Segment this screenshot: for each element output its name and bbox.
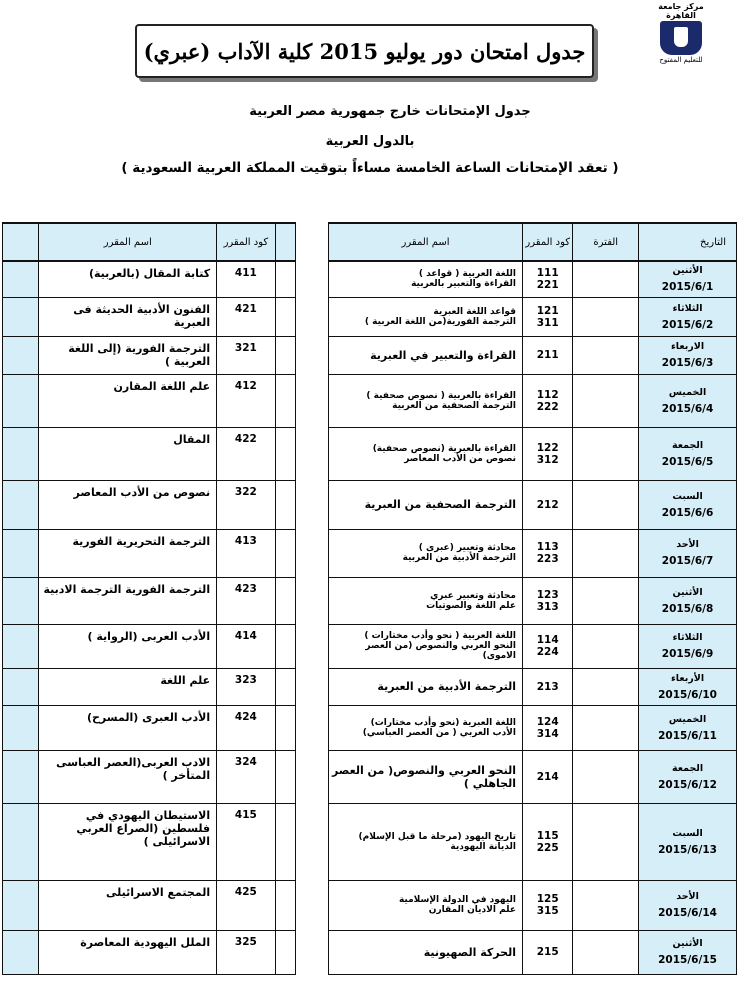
header-course: اسم المقرر [329, 223, 523, 261]
blank-cell [275, 577, 295, 624]
course-name-cell [39, 880, 217, 930]
spacer-cell [295, 480, 328, 529]
table-row [3, 750, 737, 803]
date-cell [639, 705, 737, 750]
course-code-cell [217, 803, 276, 880]
table-row [3, 297, 737, 336]
exam-date: 2015/6/15 [658, 954, 717, 966]
exam-date: 2015/6/2 [661, 318, 714, 331]
course-name-cell [329, 529, 523, 577]
course-name: النحو العربي والنصوص (من العصر الاموى) [365, 641, 516, 661]
course-code-cell [217, 705, 276, 750]
blank-cell [275, 668, 295, 705]
course-code-cell [217, 427, 276, 480]
page-title: جدول امتحان دور يوليو 2015 كلية الآداب (عبري) [135, 24, 594, 78]
course-code-cell [522, 880, 572, 930]
course-code: 421 [234, 302, 257, 315]
course-name-cell [39, 529, 217, 577]
course-code: 315 [536, 905, 559, 917]
course-name: علم اللغة والصوتيات [426, 600, 516, 611]
course-name: قواعد اللغة العبرية [433, 306, 516, 317]
spacer-cell [295, 374, 328, 427]
blank-cell [275, 336, 295, 374]
course-name-cell [329, 297, 523, 336]
course-name-cell [39, 577, 217, 624]
course-code-cell [522, 336, 572, 374]
course-code: 121 [536, 304, 559, 317]
exam-date: 2015/6/1 [661, 281, 714, 294]
course-code: 223 [536, 553, 559, 565]
course-code-cell [522, 705, 572, 750]
period-cell [573, 297, 639, 336]
course-code-cell [217, 261, 276, 297]
exam-date: 2015/6/10 [658, 688, 717, 701]
edge-cell [3, 480, 39, 529]
course-code: 321 [234, 341, 257, 354]
table-row [3, 577, 737, 624]
course-name: القراءة بالعبرية (نصوص صحفية) [372, 443, 516, 454]
course-name: الترجمة الصحفية من العربية [392, 400, 516, 411]
date-cell [639, 880, 737, 930]
shield-icon [660, 21, 702, 55]
course-code-cell [217, 930, 276, 974]
course-code: 112 [536, 388, 559, 401]
edge-cell [3, 261, 39, 297]
spacer-cell [295, 336, 328, 374]
course-name-cell [39, 803, 217, 880]
course-code-cell [522, 297, 572, 336]
edge-cell [3, 297, 39, 336]
course-code: 211 [536, 349, 559, 361]
course-name: الأدب العبرى (المسرح) [86, 710, 211, 724]
course-name: الترجمة الأدبية من العبرية [377, 680, 516, 693]
exam-date: 2015/6/12 [658, 778, 717, 791]
date-cell [639, 336, 737, 374]
course-name: الديانة اليهودية [450, 841, 516, 852]
course-code-cell [522, 930, 572, 974]
course-code: 311 [536, 316, 559, 329]
course-name-cell [329, 880, 523, 930]
course-code: 122 [536, 441, 559, 454]
course-code: 225 [536, 841, 559, 854]
course-name: القراءة والتعبير بالعربية [411, 279, 516, 290]
course-code-cell [522, 529, 572, 577]
course-code: 125 [536, 893, 559, 905]
spacer-cell [295, 750, 328, 803]
blank-cell [275, 427, 295, 480]
exam-date: 2015/6/7 [661, 555, 714, 567]
course-code: 325 [234, 935, 257, 948]
course-name: الترجمة الأدبية من العربية [402, 553, 516, 563]
course-code-cell [522, 624, 572, 668]
course-name: الترجمة التحريرية الفورية [72, 534, 211, 548]
exam-date: 2015/6/11 [658, 729, 717, 742]
blank-cell [275, 705, 295, 750]
spacer-cell [295, 297, 328, 336]
date-cell [639, 297, 737, 336]
course-name: نصوص من الأدب المعاصر [73, 485, 211, 499]
course-name: علم اللغة [160, 673, 211, 687]
course-code-cell [522, 577, 572, 624]
day-name: الخميس [668, 386, 707, 398]
blank-cell [275, 930, 295, 974]
course-name: نصوص من الأدب المعاصر [404, 453, 516, 464]
course-name: الاستيطان اليهودي في فلسطين (الصراع العربي الاسرائيلى ) [76, 808, 211, 848]
course-code: 415 [234, 808, 257, 821]
header-edge [3, 223, 39, 261]
course-code: 324 [234, 755, 257, 768]
day-name: الجمعة [671, 762, 704, 774]
course-name-cell [329, 624, 523, 668]
course-name-cell [39, 624, 217, 668]
edge-cell [3, 705, 39, 750]
course-name: القراءة والتعبير في العبرية [370, 348, 516, 362]
day-name: الأحد [676, 891, 699, 902]
course-name-cell [39, 668, 217, 705]
table-row [3, 624, 737, 668]
course-name: الترجمة الفورية الترجمة الادبية [43, 582, 211, 596]
table-row [3, 880, 737, 930]
course-name: الترجمة الفورية(من اللغة العربية ) [364, 316, 516, 327]
course-code: 213 [536, 680, 559, 693]
course-name-cell [39, 930, 217, 974]
course-code-cell [217, 668, 276, 705]
course-name: اللغة العربية ( قواعد ) [418, 269, 516, 280]
period-cell [573, 374, 639, 427]
date-cell [639, 930, 737, 974]
course-name: الأدب العربي ( من العصر العباسي) [362, 727, 516, 738]
course-code: 312 [536, 453, 559, 466]
course-name-cell [39, 705, 217, 750]
date-cell [639, 624, 737, 668]
course-code: 313 [536, 600, 559, 613]
period-cell [573, 668, 639, 705]
day-name: الأثنين [672, 586, 703, 598]
course-code: 322 [234, 485, 257, 498]
period-cell [573, 529, 639, 577]
course-code: 214 [536, 770, 559, 783]
table-row [3, 480, 737, 529]
date-cell [639, 480, 737, 529]
date-cell [639, 750, 737, 803]
course-code: 413 [234, 534, 257, 547]
course-code: 114 [536, 634, 559, 646]
course-name-cell [329, 750, 523, 803]
course-name-cell [39, 261, 217, 297]
course-code-cell [217, 624, 276, 668]
course-code-cell [522, 668, 572, 705]
course-name-cell [39, 374, 217, 427]
course-code-cell [522, 261, 572, 297]
date-cell [639, 529, 737, 577]
course-name: الترجمة الفورية (إلى اللغة العربية ) [68, 341, 211, 368]
course-name: القراءة بالعربية ( نصوص صحفية ) [366, 390, 516, 401]
subtitle-line-3: ( تعقد الإمتحانات الساعة الخامسة مساءاً بتوقيت المملكة العربية السعودية ) [121, 160, 619, 176]
blank-cell [275, 297, 295, 336]
table-row [3, 261, 737, 297]
course-name: النحو العربي والنصوص( من العصر الجاهلي ) [331, 763, 516, 790]
period-cell [573, 930, 639, 974]
exam-date: 2015/6/6 [661, 506, 714, 519]
course-name: علم الاديان المقارن [428, 905, 516, 915]
course-name-cell [39, 336, 217, 374]
course-code-cell [217, 374, 276, 427]
spacer-cell [295, 427, 328, 480]
course-name-cell [329, 261, 523, 297]
course-code-cell [217, 297, 276, 336]
course-name-cell [39, 297, 217, 336]
day-name: الجمعة [671, 439, 704, 451]
spacer-cell [295, 529, 328, 577]
header-code: كود المقرر [522, 223, 572, 261]
course-name: اللغة العبرية (نحو وأدب مختارات) [370, 717, 516, 728]
exam-date: 2015/6/14 [658, 907, 717, 919]
table-row [3, 529, 737, 577]
course-name: محادثة وتعبير (عبرى ) [418, 543, 516, 553]
edge-cell [3, 880, 39, 930]
course-name: محادثة وتعبير عبري [430, 590, 516, 601]
course-code: 212 [536, 498, 559, 511]
period-cell [573, 750, 639, 803]
table-row [3, 803, 737, 880]
course-name-cell [329, 930, 523, 974]
course-name: الفنون الأدبية الحديثة فى العبرية [73, 302, 211, 329]
period-cell [573, 480, 639, 529]
course-code: 425 [234, 885, 257, 898]
edge-cell [3, 577, 39, 624]
course-code: 113 [536, 541, 559, 553]
exam-date: 2015/6/3 [661, 357, 714, 369]
course-code-cell [217, 880, 276, 930]
subtitle-line-2: بالدول العربية [325, 134, 415, 149]
course-name: تاريخ اليهود (مرحلة ما قبل الإسلام) [358, 831, 516, 842]
edge-cell [3, 624, 39, 668]
university-logo [655, 2, 707, 68]
course-code: 115 [536, 829, 559, 842]
spacer-cell [295, 261, 328, 297]
course-name: اللغة العربية ( نحو وأدب مختارات ) [364, 631, 516, 641]
spacer-cell [295, 803, 328, 880]
date-cell [639, 261, 737, 297]
course-code: 124 [536, 715, 559, 728]
blank-cell [275, 750, 295, 803]
course-name-cell [329, 427, 523, 480]
edge-cell [3, 803, 39, 880]
exam-date: 2015/6/4 [661, 402, 714, 415]
course-code: 323 [234, 673, 257, 686]
course-code: 411 [234, 267, 257, 279]
exam-date: 2015/6/9 [661, 648, 714, 660]
day-name: الاربعاء [670, 341, 705, 352]
course-code: 422 [234, 432, 257, 445]
course-code-cell [217, 577, 276, 624]
course-code-cell [522, 750, 572, 803]
spacer-cell [295, 577, 328, 624]
day-name: الأربعاء [670, 672, 705, 684]
course-code-cell [217, 750, 276, 803]
edge-cell [3, 374, 39, 427]
course-name: الملل اليهودية المعاصرة [80, 935, 211, 949]
subtitle-line-1: جدول الإمتحانات خارج جمهورية مصر العربية [249, 104, 531, 119]
period-cell [573, 705, 639, 750]
course-code-cell [217, 336, 276, 374]
course-name-cell [39, 750, 217, 803]
period-cell [573, 624, 639, 668]
edge-cell [3, 427, 39, 480]
exam-date: 2015/6/8 [661, 602, 714, 615]
course-code: 412 [234, 379, 257, 392]
course-code-cell [217, 480, 276, 529]
course-code: 224 [536, 646, 559, 658]
date-cell [639, 577, 737, 624]
course-code: 111 [536, 267, 559, 280]
course-code: 123 [536, 588, 559, 601]
table-row [3, 930, 737, 974]
course-name: علم اللغة المقارن [113, 379, 211, 393]
logo-bottom-text: للتعليم المفتوح [659, 56, 703, 64]
course-name: الادب العربى(العصر العباسى المتأخر ) [56, 755, 211, 782]
header-period: الفترة [573, 223, 639, 261]
spacer-cell [295, 930, 328, 974]
course-name: الحركة الصهيونية [423, 945, 516, 959]
course-name-cell [39, 480, 217, 529]
course-name: الأدب العربى (الرواية ) [87, 629, 211, 643]
course-code-cell [522, 374, 572, 427]
table-row [3, 427, 737, 480]
course-name-cell [329, 374, 523, 427]
course-name-cell [329, 705, 523, 750]
date-cell [639, 803, 737, 880]
day-name: الثلاثاء [672, 632, 703, 643]
day-name: الأثنين [672, 938, 703, 949]
course-name: المجتمع الاسرائيلى [106, 885, 211, 899]
logo-top-text: مركز جامعة القاهرة [658, 2, 704, 20]
blank-cell [275, 880, 295, 930]
header-code-2: كود المقرر [217, 223, 276, 261]
course-code: 314 [536, 727, 559, 740]
course-name-cell [329, 803, 523, 880]
table-row [3, 336, 737, 374]
course-code: 414 [234, 629, 257, 642]
day-name: السبت [672, 490, 703, 502]
period-cell [573, 803, 639, 880]
period-cell [573, 880, 639, 930]
blank-cell [275, 374, 295, 427]
date-cell [639, 374, 737, 427]
edge-cell [3, 668, 39, 705]
header-spacer [295, 223, 328, 261]
blank-cell [275, 529, 295, 577]
edge-cell [3, 930, 39, 974]
course-code: 423 [234, 582, 257, 595]
edge-cell [3, 336, 39, 374]
course-code: 424 [234, 710, 257, 723]
course-code-cell [522, 480, 572, 529]
day-name: الأحد [676, 539, 699, 550]
blank-cell [275, 803, 295, 880]
edge-cell [3, 750, 39, 803]
period-cell [573, 427, 639, 480]
course-name-cell [329, 577, 523, 624]
course-name-cell [39, 427, 217, 480]
course-name-cell [329, 336, 523, 374]
day-name: الخميس [668, 713, 707, 725]
course-code: 222 [536, 400, 559, 413]
day-name: الثلاثاء [672, 302, 703, 314]
spacer-cell [295, 880, 328, 930]
course-name: المقال [173, 432, 211, 446]
header-date: التاريخ [639, 223, 737, 261]
blank-cell [275, 480, 295, 529]
course-name-cell [329, 668, 523, 705]
course-name: الترجمة الصحفية من العبرية [364, 498, 516, 511]
spacer-cell [295, 705, 328, 750]
blank-cell [275, 624, 295, 668]
exam-schedule-table [2, 222, 737, 975]
period-cell [573, 336, 639, 374]
course-code-cell [522, 803, 572, 880]
date-cell [639, 668, 737, 705]
table-row [3, 705, 737, 750]
header-blank [275, 223, 295, 261]
day-name: الأثنين [672, 265, 703, 277]
table-header-row [3, 223, 737, 261]
edge-cell [3, 529, 39, 577]
exam-date: 2015/6/13 [658, 843, 717, 856]
blank-cell [275, 261, 295, 297]
date-cell [639, 427, 737, 480]
header-course-2: اسم المقرر [39, 223, 217, 261]
course-code-cell [217, 529, 276, 577]
spacer-cell [295, 668, 328, 705]
period-cell [573, 577, 639, 624]
period-cell [573, 261, 639, 297]
table-row [3, 668, 737, 705]
day-name: السبت [672, 827, 703, 839]
course-code: 215 [536, 946, 559, 958]
course-name: كتابة المقال (بالعربية) [88, 267, 211, 280]
spacer-cell [295, 624, 328, 668]
course-code-cell [522, 427, 572, 480]
exam-date: 2015/6/5 [661, 455, 714, 468]
table-row [3, 374, 737, 427]
course-code: 221 [536, 279, 559, 292]
course-name-cell [329, 480, 523, 529]
course-name: اليهود في الدولة الإسلامية [398, 895, 516, 905]
